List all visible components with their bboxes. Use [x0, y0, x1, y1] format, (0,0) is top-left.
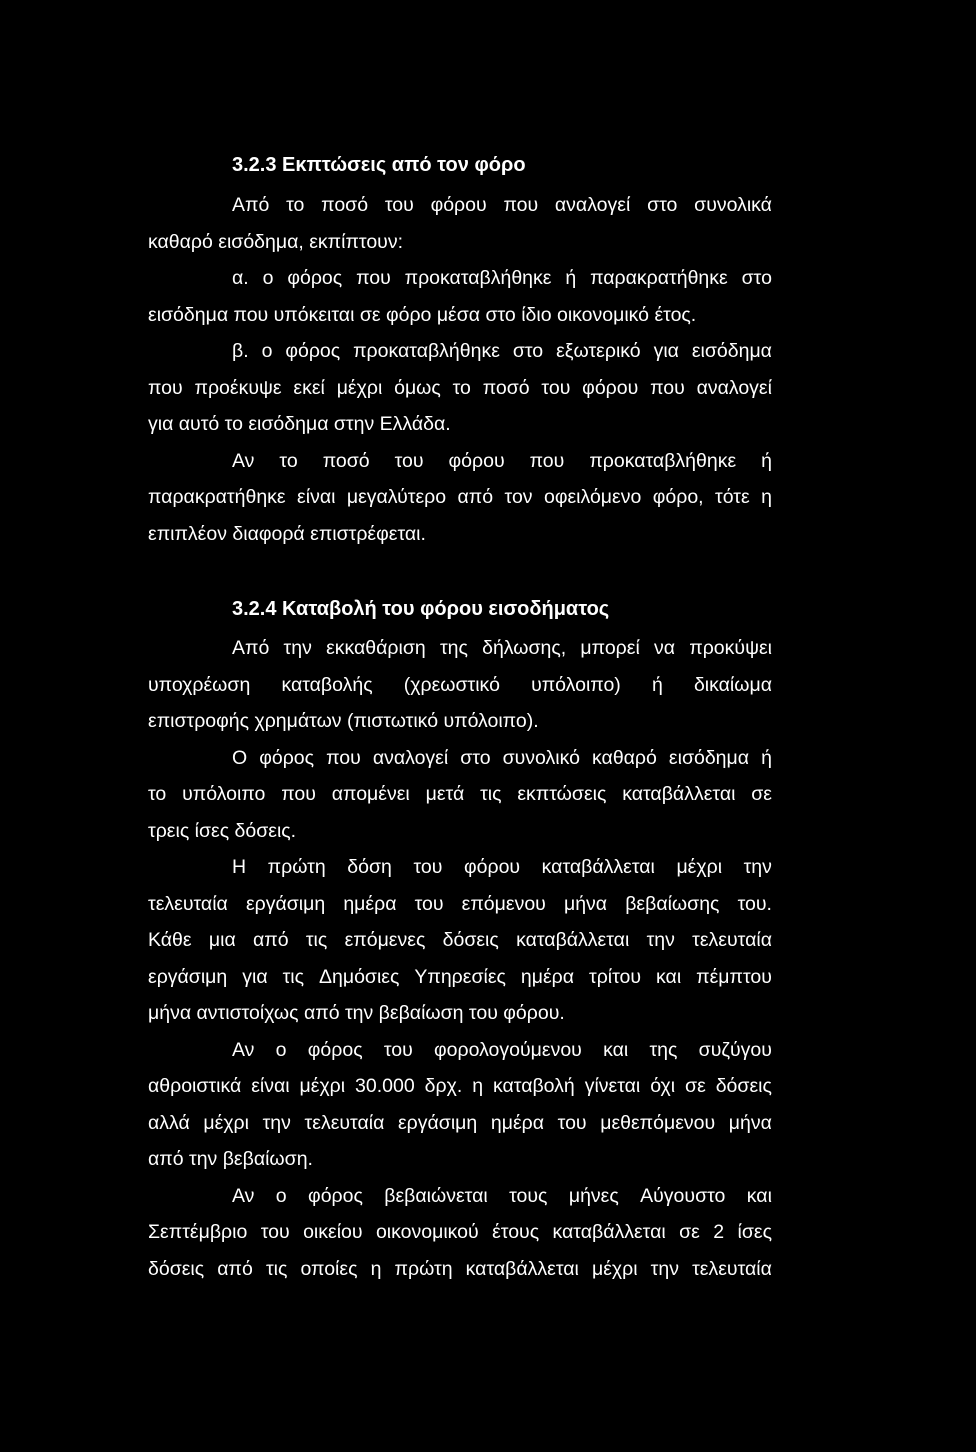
word: η [472, 1075, 484, 1097]
word: δικαίωμα [693, 674, 772, 696]
paragraph-line [148, 376, 772, 400]
word: την [650, 1258, 679, 1280]
word: πρώτη [267, 856, 326, 878]
word: γίνεται [584, 1075, 641, 1097]
paragraph-line: τρεις ίσες δόσεις. [148, 820, 297, 842]
word: Από [232, 194, 270, 216]
word: προκαταβλήθηκε [353, 340, 500, 362]
word: του [557, 1112, 587, 1134]
word: β. [232, 340, 249, 362]
word: δήλωσης, [482, 637, 567, 659]
paragraph-line: επιπλέον διαφορά επιστρέφεται. [148, 523, 426, 545]
word: του [384, 194, 414, 216]
word: μεθεπόμενου [600, 1112, 716, 1134]
word: Αύγουστο [640, 1185, 726, 1207]
word: του [414, 893, 444, 915]
word: αναλογεί [372, 747, 449, 769]
word: τελευταία [304, 1112, 385, 1134]
word: εισόδημα [691, 340, 772, 362]
word: στο [460, 747, 491, 769]
word: Η [232, 856, 247, 878]
word: φόρου [463, 856, 521, 878]
word: είναι [251, 1075, 290, 1097]
word: τελευταία [692, 929, 772, 951]
word: στο [741, 267, 772, 289]
word: το [148, 783, 167, 805]
paragraph-line [232, 449, 772, 473]
paragraph-line [148, 892, 772, 916]
word: το [286, 194, 305, 216]
word: το [279, 450, 298, 472]
word: βεβαιώνεται [384, 1185, 488, 1207]
word: μέχρι [591, 1258, 638, 1280]
word: δόσεις [715, 1075, 772, 1097]
word: ο [261, 340, 273, 362]
word: οικείου [303, 1221, 363, 1243]
word: την [262, 1112, 291, 1134]
word: α. [232, 267, 249, 289]
word: που [503, 194, 539, 216]
word: φορολογούμενου [434, 1039, 582, 1061]
word: ποσό [321, 194, 369, 216]
word: όχι [650, 1075, 676, 1097]
word: πρώτη [394, 1258, 453, 1280]
word: του [413, 856, 443, 878]
word: τρίτου [589, 966, 642, 988]
word: καταβάλλεται [516, 929, 630, 951]
paragraph-line [232, 1038, 772, 1062]
word: 30.000 [355, 1075, 415, 1097]
word: εκεί [293, 377, 325, 399]
paragraph-line: επιστροφής χρημάτων (πιστωτικό υπόλοιπο). [148, 710, 539, 732]
word: φόρος [307, 1039, 363, 1061]
word: σε [679, 1221, 700, 1243]
word: καθαρό [592, 747, 657, 769]
word: τους [509, 1185, 548, 1207]
word: προκαταβλήθηκε [404, 267, 552, 289]
paragraph-line [232, 855, 772, 879]
word: του. [737, 893, 772, 915]
word: μήνα [563, 893, 608, 915]
word: για [242, 966, 268, 988]
word: οικονομικού [375, 1221, 479, 1243]
word: οφειλόμενο [543, 486, 642, 508]
word: προέκυψε [194, 377, 282, 399]
word: η [370, 1258, 382, 1280]
word: που [356, 267, 391, 289]
word: Κάθε [148, 929, 192, 951]
paragraph-line: για αυτό το εισόδημα στην Ελλάδα. [148, 413, 451, 435]
word: τις [265, 1258, 288, 1280]
word: μέχρι [203, 1112, 249, 1134]
paragraph-line [148, 673, 772, 697]
word: από [217, 1258, 253, 1280]
word: ο [275, 1039, 287, 1061]
word: ημέρα [343, 893, 397, 915]
paragraph-line [148, 1074, 772, 1098]
paragraph-line: από την βεβαίωση. [148, 1148, 313, 1170]
word: καταβάλλεται [465, 1258, 579, 1280]
paragraph-line [148, 1220, 772, 1244]
word: του [541, 377, 571, 399]
word: αναλογεί [554, 194, 631, 216]
word: σε [751, 783, 772, 805]
word: εργάσιμη [245, 893, 326, 915]
word: τις [305, 929, 328, 951]
word: και [746, 1185, 772, 1207]
paragraph-line [148, 1257, 772, 1281]
word: μετά [425, 783, 465, 805]
word: που [326, 747, 361, 769]
paragraph-line [232, 193, 772, 217]
word: εκκαθάριση [326, 637, 426, 659]
word: τότε [715, 486, 750, 508]
word: δόσεις [148, 1258, 205, 1280]
word: εισόδημα [668, 747, 750, 769]
word: δόσεις [442, 929, 499, 951]
word: του [383, 1039, 413, 1061]
word: στο [647, 194, 678, 216]
word: εκπτώσεις [517, 783, 607, 805]
section-heading-3-2-4: 3.2.4 Καταβολή του φόρου εισοδήματος [232, 598, 610, 620]
word: ο [275, 1185, 287, 1207]
word: τον [504, 486, 533, 508]
word: συνολικό [502, 747, 580, 769]
word: της [439, 637, 468, 659]
word: μήνα [728, 1112, 772, 1134]
word: είναι [297, 486, 336, 508]
word: αθροιστικά [148, 1075, 242, 1097]
word: εξωτερικό [556, 340, 641, 362]
word: του [260, 1221, 290, 1243]
word: ποσό [482, 377, 530, 399]
word: οποίες [300, 1258, 358, 1280]
word: από [253, 929, 289, 951]
word: ή [651, 674, 663, 696]
word: τελευταία [148, 893, 228, 915]
paragraph-line [148, 1111, 772, 1135]
word: η [761, 486, 772, 508]
word: να [654, 637, 676, 659]
paragraph-line: καθαρό εισόδημα, εκπίπτουν: [148, 231, 403, 253]
word: ο [262, 267, 274, 289]
word: έτους [492, 1221, 540, 1243]
word: τις [480, 783, 502, 805]
word: μέχρι [336, 377, 383, 399]
word: απομένει [331, 783, 410, 805]
word: και [603, 1039, 629, 1061]
word: καταβολής [281, 674, 373, 696]
word: υπόλοιπο [182, 783, 266, 805]
word: που [148, 377, 183, 399]
word: Αν [232, 450, 255, 472]
word: Σεπτέμβριο [148, 1221, 248, 1243]
paragraph-line [148, 928, 772, 952]
word: δόση [347, 856, 392, 878]
word: φόρος [287, 267, 343, 289]
word: καταβάλλεται [552, 1221, 666, 1243]
word: μέχρι [299, 1075, 346, 1097]
word: που [281, 783, 316, 805]
word: το [452, 377, 471, 399]
word: επόμενες [344, 929, 426, 951]
word: εργάσιμη [148, 966, 228, 988]
word: παρακρατήθηκε [590, 267, 728, 289]
paragraph-line [232, 746, 772, 770]
word: συνολικά [694, 194, 772, 216]
word: υπόλοιπο) [531, 674, 621, 696]
word: ίσες [737, 1221, 772, 1243]
word: φόρος [259, 747, 315, 769]
paragraph-line [148, 485, 772, 509]
word: φόρος [285, 340, 341, 362]
word: φόρος [308, 1185, 363, 1207]
word: Αν [232, 1039, 255, 1061]
word: μέχρι [676, 856, 723, 878]
word: μπορεί [580, 637, 640, 659]
word: πέμπτου [696, 966, 772, 988]
word: ημέρα [490, 1112, 545, 1134]
word: από [457, 486, 494, 508]
word: Δημόσιες [318, 966, 400, 988]
paragraph-line: μήνα αντιστοίχως από την βεβαίωση του φόρου. [148, 1002, 565, 1024]
paragraph-line [148, 965, 772, 989]
word: για [653, 340, 679, 362]
word: Υπηρεσίες [414, 966, 506, 988]
word: (χρεωστικό [403, 674, 500, 696]
word: Από [232, 637, 270, 659]
word: καταβάλλεται [622, 783, 736, 805]
word: σε [685, 1075, 706, 1097]
word: που [529, 450, 565, 472]
word: 2 [713, 1221, 725, 1243]
word: προκαταβλήθηκε [589, 450, 737, 472]
word: αναλογεί [696, 377, 772, 399]
word: προκύψει [689, 637, 772, 659]
section-heading-3-2-3: 3.2.3 Εκπτώσεις από τον φόρο [232, 154, 526, 176]
word: μεγαλύτερο [346, 486, 447, 508]
word: Αν [232, 1185, 255, 1207]
word: τις [282, 966, 304, 988]
word: μήνες [568, 1185, 619, 1207]
word: μια [208, 929, 236, 951]
word: συζύγου [698, 1039, 772, 1061]
word: του [394, 450, 424, 472]
word: και [656, 966, 682, 988]
word: την [646, 929, 675, 951]
paragraph-line [232, 339, 772, 363]
word: παρακρατήθηκε [148, 486, 286, 508]
word: δρχ. [424, 1075, 463, 1097]
word: την [283, 637, 312, 659]
word: φόρου [448, 450, 505, 472]
word: Ο [232, 747, 248, 769]
word: φόρο, [652, 486, 704, 508]
word: αλλά [148, 1112, 190, 1134]
word: ποσό [322, 450, 370, 472]
word: καταβάλλεται [541, 856, 655, 878]
word: βεβαίωσης [625, 893, 720, 915]
word: ή [761, 450, 772, 472]
word: ημέρα [520, 966, 575, 988]
word: ή [761, 747, 772, 769]
word: που [650, 377, 685, 399]
word: καταβολή [492, 1075, 575, 1097]
word: τελευταία [692, 1258, 772, 1280]
word: στο [512, 340, 544, 362]
word: ή [565, 267, 577, 289]
paragraph-line [232, 1184, 772, 1208]
word: την [743, 856, 772, 878]
paragraph-line [232, 636, 772, 660]
word: της [649, 1039, 678, 1061]
word: όμως [394, 377, 441, 399]
paragraph-line [148, 782, 772, 806]
paragraph-line [232, 266, 772, 290]
word: εργάσιμη [397, 1112, 478, 1134]
word: επόμενου [461, 893, 546, 915]
word: φόρου [582, 377, 639, 399]
paragraph-line: εισόδημα που υπόκειται σε φόρο μέσα στο ίδιο οικονομικό έτος. [148, 304, 697, 326]
word: φόρου [430, 194, 487, 216]
word: υποχρέωση [148, 674, 251, 696]
